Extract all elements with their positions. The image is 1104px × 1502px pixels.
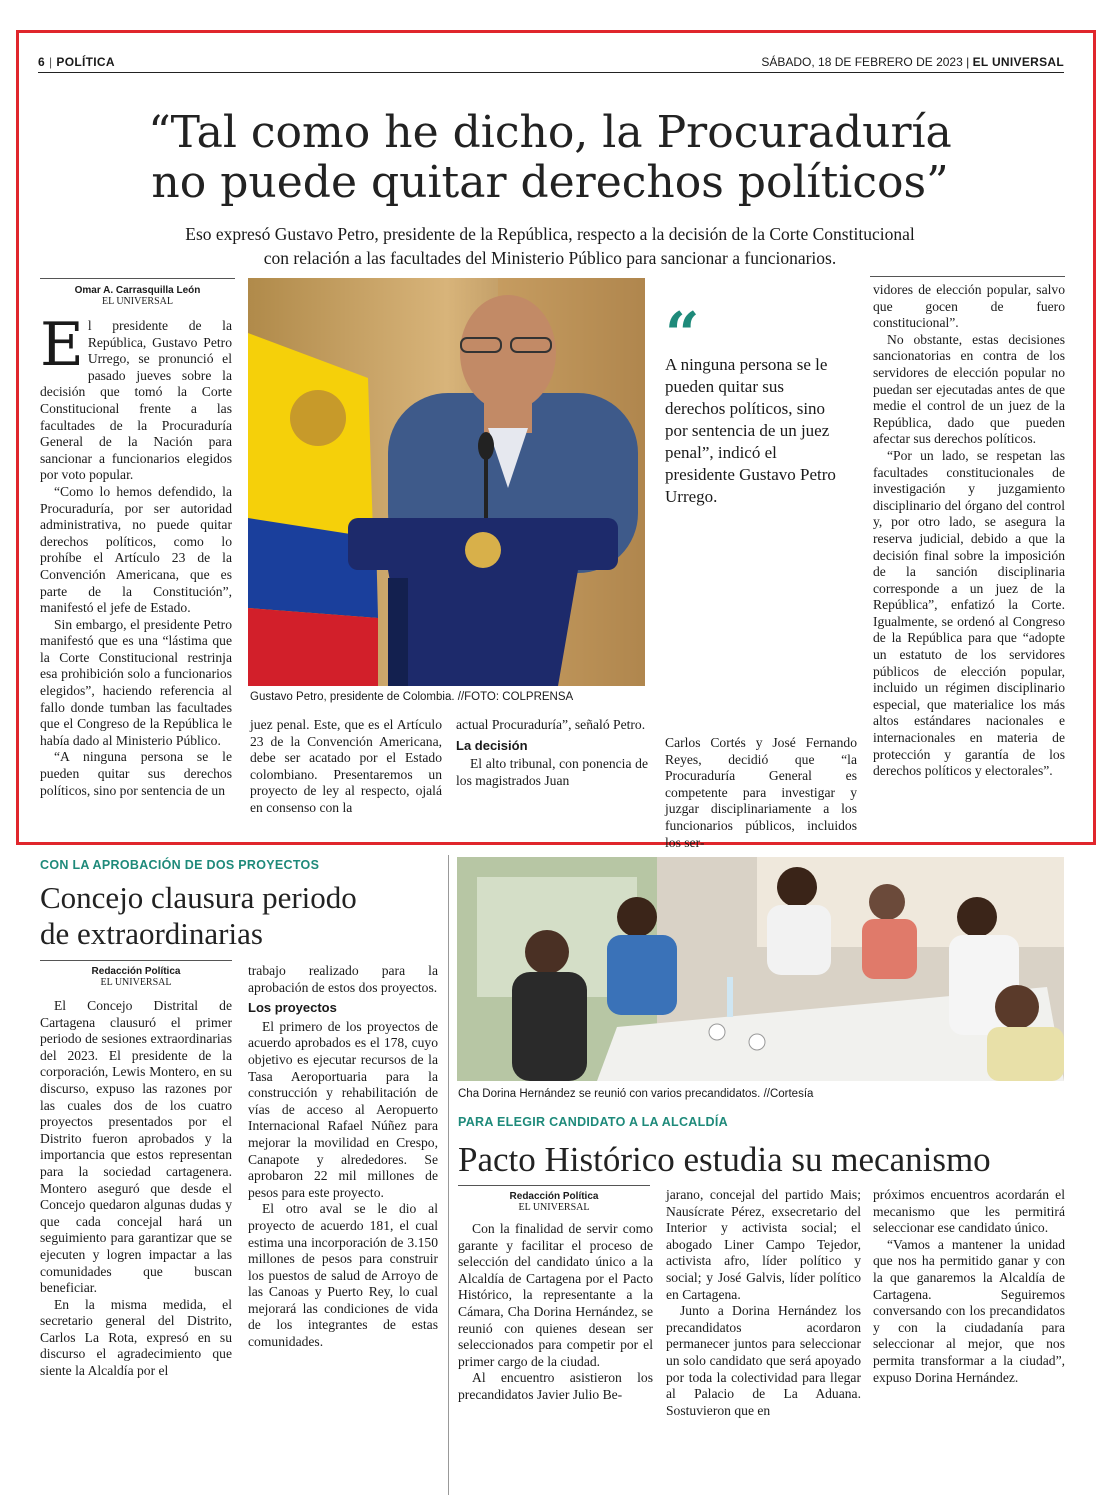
main-col-4: Carlos Cortés y José Fernando Reyes, decidió que “la Procuraduría General es competente para investigar y juzgar disciplinariamente a los funcionarios públicos, incluidos los ser- bbox=[665, 735, 857, 850]
pacto-col-3: próximos encuentros acordarán el mecanismo que les permitirá seleccionar ese candidato único. “Vamos a mantener la unidad que nos ha permitido ganar y con la que ganaremos la Alcaldía de Cartagena. Seguiremos conversando con los precandidatos y con la ciudadanía para seleccionar al mejor, que nos permita transformar a la ciudad”, expuso Dorina Hernández. bbox=[873, 1187, 1065, 1385]
petro-photo-illustration bbox=[248, 278, 645, 686]
header-rule bbox=[38, 72, 1064, 73]
concejo-col-2: trabajo realizado para la aprobación de estos dos proyectos. Los proyectos El primero de los proyectos de acuerdo aprobados es el 178, cuyo objetivo es ejecutar recursos de la Tasa Aeroportuaria para la construcción y rehabilitación de vías de acceso al Aeropuerto Internacional Rafael Núñez para mejorar la movilidad en Crespo, Canapote y alrededores. Se aprobaron 22 mil millones de pesos para este proyecto. El otro aval se le dio al proyecto de acuerdo 181, el cual estima una incorporación de 3.150 millones de pesos para construir los puestos de salud de Arroyo de las Canoas y Puerto Rey, lo cual mejorará las condiciones de vida de los integrantes de estas comunidades. bbox=[248, 963, 438, 1350]
pacto-byline-rule bbox=[458, 1185, 650, 1186]
concejo-headline: Concejo clausura periodo de extraordinarias bbox=[40, 880, 357, 951]
pacto-headline: Pacto Histórico estudia su mecanismo bbox=[458, 1140, 991, 1179]
main-photo-caption: Gustavo Petro, presidente de Colombia. //FOTO: COLPRENSA bbox=[250, 691, 574, 703]
byline-rule bbox=[40, 278, 235, 279]
pacto-kicker: PARA ELEGIR CANDIDATO A LA ALCALDÍA bbox=[458, 1115, 728, 1129]
page-folio: 6 | POLÍTICA bbox=[38, 55, 115, 69]
meeting-photo bbox=[457, 857, 1064, 1081]
petro-photo bbox=[248, 278, 645, 686]
pacto-col-2: jarano, concejal del partido Mais; Nausícrate Pérez, exsecretario del Interior y activista social; el abogado Liner Campo Tejedor, activista afro, líder político y social; y José Galvis, líder político en Cartagena. Junto a Dorina Hernández los precandidatos acordaron permanecer juntos para seleccionar un solo candidato que será apoyado por toda la colectividad para llegar al Palacio de La Aduana. Sostuvieron que en bbox=[666, 1187, 861, 1418]
concejo-kicker: CON LA APROBACIÓN DE DOS PROYECTOS bbox=[40, 858, 320, 872]
main-col-2: juez penal. Este, que es el Artículo 23 de la Convención Americana, debe ser acatado por el Estado colombiano. Presentaremos un proyecto de ley al respecto, ojalá en consenso con la bbox=[250, 717, 442, 815]
main-col-1: El presidente de la República, Gustavo Petro Urrego, se pronunció el pasado jueves sobre la decisión que tomó la Corte Constitucional frente a las facultades de la Procuraduría General de la Nación para sancionar a funcionarios elegidos por voto popular. “Como lo hemos defendido, la Procuraduría, por ser autoridad administrativa, no puede quitar derechos políticos, como lo prohíbe el Artículo 23 de la Convención Americana, que es parte de la Constitución”, manifestó el jefe de Estado. Sin embargo, el presidente Petro manifestó que es una “lástima que la Corte Constitucional restrinja esa prohibición solo a funcionarios elegidos”, haciendo referencia al fallo donde tumban las facultades que el Congreso de la República le había dado al Ministerio Público. “A ninguna persona se le pueden quitar sus derechos políticos, sino por sentencia de un bbox=[40, 310, 232, 798]
main-col-3: actual Procuraduría”, señaló Petro. La decisión El alto tribunal, con ponencia de los magistrados Juan bbox=[456, 717, 648, 788]
concejo-byline: Redacción Política EL UNIVERSAL bbox=[91, 966, 181, 988]
pacto-byline: Redacción Política EL UNIVERSAL bbox=[509, 1191, 599, 1213]
page-dateline: SÁBADO, 18 DE FEBRERO DE 2023 | EL UNIVERSAL bbox=[761, 55, 1064, 69]
main-standfirst: Eso expresó Gustavo Petro, presidente de la República, respecto a la decisión de la Corte Constitucional con relación a las facultades del Ministerio Público para sancionar a funcionarios. bbox=[185, 224, 915, 268]
pacto-col-1: Con la finalidad de servir como garante y facilitar el proceso de selección del candidato único a la Alcaldía de Cartagena por el Pacto Histórico, la representante a la Cámara, Cha Dorina Hernández, se reunió con quienes desean ser seleccionados para competir por el primer cargo de la ciudad. Al encuentro asistieron los precandidatos Javier Julio Be- bbox=[458, 1221, 653, 1402]
pull-quote: “ A ninguna persona se le pueden quitar sus derechos políticos, sino por sentencia de un juez penal”, indicó el presidente Gustavo Petro Urrego. bbox=[665, 310, 845, 508]
meeting-photo-caption: Cha Dorina Hernández se reunió con varios precandidatos. //Cortesía bbox=[458, 1088, 814, 1100]
subhead-los-proyectos: Los proyectos bbox=[248, 1000, 337, 1016]
main-headline: “Tal como he dicho, la Procuraduría no puede quitar derechos políticos” bbox=[148, 107, 952, 208]
quote-mark-icon: “ bbox=[665, 300, 700, 370]
concejo-col-1: El Concejo Distrital de Cartagena clausuró el primer periodo de sesiones extraordinarias del 2023. El presidente de la corporación, Lewis Montero, en su discurso, expuso las razones por las cuales dos de los cuatro proyectos presentados por el Distrito fueron aprobados y la importancia que estos representan para la sociedad cartagenera. Montero aseguró que desde el Concejo quedaron algunas dudas y que cada concejal hará un seguimiento para garantizar que se ejecuten y logren impactar a las comunidades que buscan beneficiar. En la misma medida, el secretario general del Distrito, Carlos La Rota, expresó en su discurso el agradecimiento que siente la Alcaldía por el bbox=[40, 998, 232, 1379]
section-divider bbox=[448, 855, 449, 1495]
col5-top-rule bbox=[870, 276, 1065, 277]
concejo-byline-rule bbox=[40, 960, 232, 961]
dropcap: E bbox=[40, 310, 84, 380]
main-byline: Omar A. Carrasquilla León EL UNIVERSAL bbox=[74, 285, 201, 307]
main-col-5: vidores de elección popular, salvo que gocen de fuero constitucional”. No obstante, estas decisiones sancionatorias en contra de los servidores de elección popular no puedan ser ejecutadas antes de que medie el control de un juez de la República, dado que pueden afectar sus derechos políticos. “Por un lado, se respetan las facultades constitucionales de investigación y juzgamiento disciplinario del órgano del control y, por otro lado, se asegura la reserva judicial, debido a que la decisión final sobre la imposición de la sanción disciplinaria corresponde a un juez de la República”, enfatizó la Corte. Igualmente, se ordenó al Congreso de la República para que “adopte un estatuto de los servidores públicos de elección popular, incluido un régimen disciplinario especial, que materialice los más altos estándares nacionales e internacionales en materia de protección y garantía de los derechos políticos y electorales”. bbox=[873, 282, 1065, 779]
subhead-la-decision: La decisión bbox=[456, 737, 528, 753]
meeting-photo-illustration bbox=[457, 857, 1064, 1081]
